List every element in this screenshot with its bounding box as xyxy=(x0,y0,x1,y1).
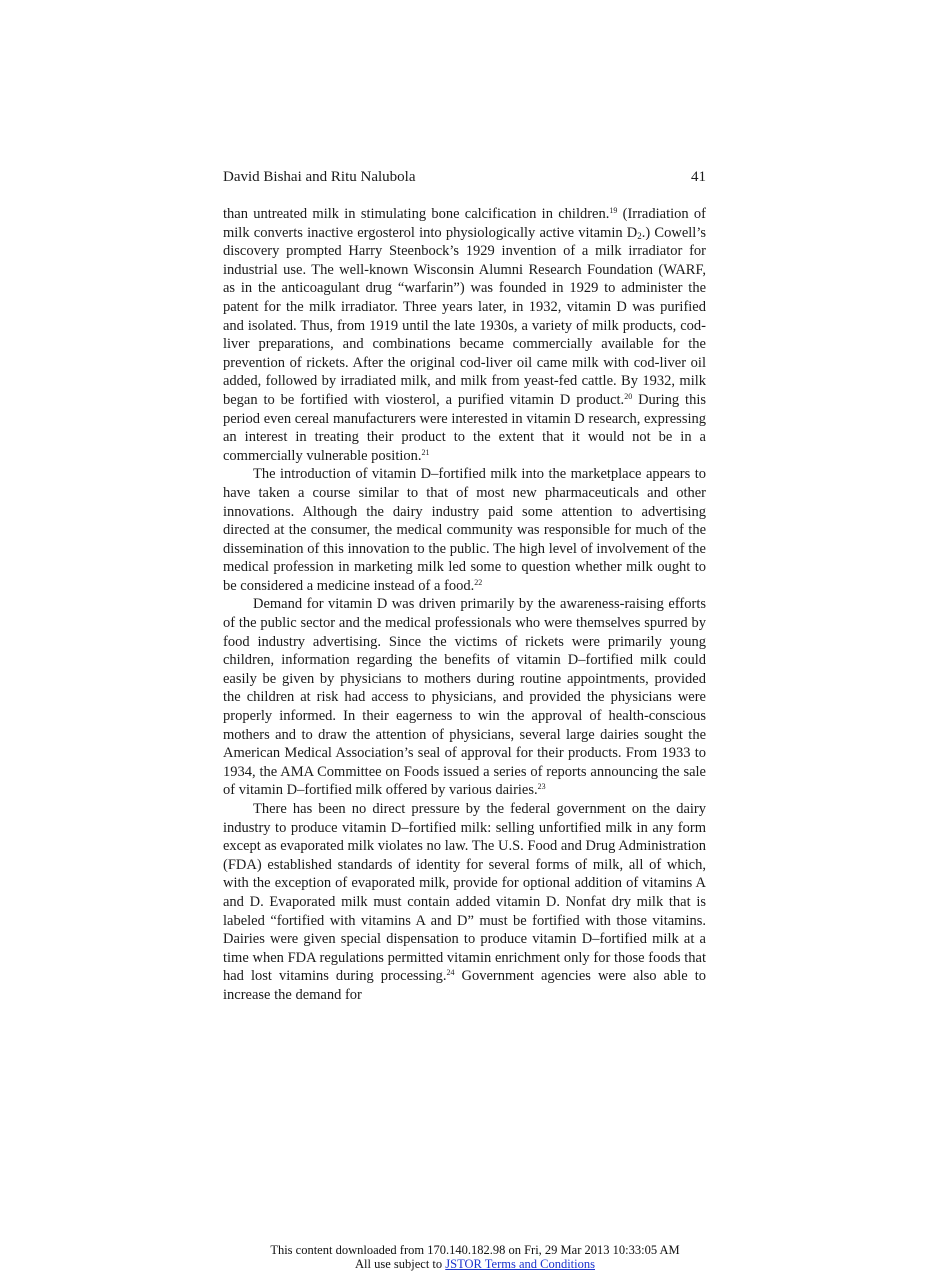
footnote-ref: 22 xyxy=(474,577,483,587)
footnote-ref: 24 xyxy=(446,968,455,978)
paragraph xyxy=(223,595,706,800)
text-run: than untreated milk in stimulating bone calcification in children. xyxy=(223,206,610,222)
article-body xyxy=(223,205,706,1005)
text-run: .) Cowell’s discovery prompted Harry Steenbock’s 1929 invention of a milk irradiator for industrial use. The well-known Wisconsin Alumni Research Foundation (WARF, as in the anticoagulant drug “warfarin”) was founded in 1929 to administer the patent for the milk irradiator. Three years later, in 1932, vitamin D was purified and isolated. Thus, from 1919 until the late 1930s, a variety of milk products, cod-liver preparations, and combinations became commercially available for the prevention of rickets. After the original cod-liver oil came milk with cod-liver oil added, followed by irradiated milk, and milk from yeast-fed cattle. By 1932, milk began to be fortified with viosterol, a purified vitamin D product. xyxy=(223,224,706,408)
footnote-ref: 19 xyxy=(609,206,618,215)
download-footer xyxy=(0,1243,950,1271)
terms-prefix: All use subject to xyxy=(355,1257,446,1271)
terms-link[interactable]: JSTOR Terms and Conditions xyxy=(445,1257,595,1271)
text-run: (Irradiation of milk converts inactive ergosterol into physiologically active vitamin D xyxy=(223,206,706,241)
page-number: 41 xyxy=(691,169,706,185)
running-head-authors: David Bishai and Ritu Nalubola xyxy=(223,169,416,185)
download-notice: This content downloaded from 170.140.182.98 on Fri, 29 Mar 2013 10:33:05 AM xyxy=(270,1243,680,1257)
text-run: There has been no direct pressure by the federal government on the dairy industry to produce vitamin D–fortified milk: selling unfortified milk in any form except as evaporated milk violates no law. The U.S. Food and Drug Administration (FDA) established standards of identity for several forms of milk, all of which, with the exception of evaporated milk, provide for optional addition of vitamins A and D. Evaporated milk must contain added vitamin D. Nonfat dry milk that is labeled “fortified with vitamins A and D” must be fortified with those vitamins. Dairies were given special dispensation to produce vitamin D–fortified milk at a time when FDA regulations permitted vitamin enrichment only for those foods that had lost vitamins during processing. xyxy=(223,801,706,985)
footnote-ref: 21 xyxy=(421,447,430,457)
subscript: 2 xyxy=(637,230,642,241)
running-head xyxy=(223,168,706,186)
text-run: During this period even cereal manufacturers were interested in vitamin D research, expressing an interest in treating their product to the extent that it would not be in a commercially vulnerable position. xyxy=(223,391,706,464)
paragraph xyxy=(223,205,706,465)
footnote-ref: 20 xyxy=(624,391,633,401)
terms-line xyxy=(0,1257,950,1271)
text-run: The introduction of vitamin D–fortified milk into the marketplace appears to have taken a course similar to that of most new pharmaceuticals and other innovations. Although the dairy industry paid some attention to advertising directed at the consumer, the medical community was responsible for much of the dissemination of this innovation to the public. The high level of involvement of the medical profession in marketing milk led some to question whether milk ought to be considered a medicine instead of a food. xyxy=(223,466,706,594)
text-run: Demand for vitamin D was driven primarily by the awareness-raising efforts of the public sector and the medical professionals who were themselves spurred by food industry advertising. Since the victims of rickets were primarily young children, information regarding the benefits of vitamin D–fortified milk could easily be given by physicians to mothers during routine appointments, provided the children at risk had access to physicians, and provided the physicians were properly informed. In their eagerness to win the approval of health-conscious mothers and to draw the attention of physicians, several large dairies sought the American Medical Association’s seal of approval for their products. From 1933 to 1934, the AMA Committee on Foods issued a series of reports announcing the sale of vitamin D–fortified milk offered by various dairies. xyxy=(223,596,706,799)
footnote-ref: 23 xyxy=(537,782,546,792)
paragraph xyxy=(223,800,706,1005)
paragraph xyxy=(223,465,706,595)
text-run: Government agencies were also able to increase the demand for xyxy=(223,968,706,1003)
